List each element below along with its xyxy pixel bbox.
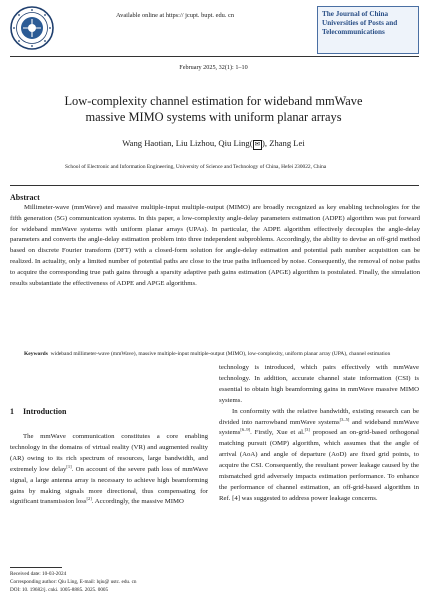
affiliation: School of Electronic and Information Engineering, University of Science and Technology of China, Hefei 230022, China: [65, 164, 327, 170]
article-title: [20, 93, 407, 125]
footnote-divider: [10, 567, 62, 568]
authors-suffix: ), Zhang Lei: [262, 138, 305, 148]
doi: DOI: 10. 19682/j. cnki. 1005-8885. 2025. 0005: [10, 587, 109, 593]
abstract-heading: Abstract: [10, 193, 40, 202]
footnotes: [10, 570, 137, 594]
intro-column-left: [10, 432, 208, 508]
abstract-body: Millimeter-wave (mmWave) and massive multiple-input multiple-output (MIMO) are broadly recognized as key enabling technologies for the fifth generation (5G) communication systems. In this paper, a low-complexity angle-delay parameters estimation (ADPE) algorithm was put forward for wideband mmWave systems with uniform planar arrays (UPAs). In particular, the ADPE algorithm effectively decouples the angle-delay parameters and converts the angle-delay estimation problem into three independent subproblems. Accordingly, the ability to devise an off-grid method based on discrete Fourier transform (DFT) with a closed-form solution for angle-delay estimation and potential path number acquisition can be realized. In actuality, only a limited number of potential paths are close to the true paths influenced by noise. Consequently, the removal of noise paths to acquire the corresponding true path gains through a sparsity adaptive path gains estimation (APGE) algorithm is postulated. Finally, the simulation results substantiate the effectiveness of ADPE and APGE algorithms.: [10, 204, 420, 287]
citation-ref: [2]: [86, 496, 92, 502]
received-date: Received date: 10-03-2024: [10, 571, 67, 577]
intro-paragraph-2: [219, 407, 419, 505]
keywords-text: wideband millimeter-wave (mmWave), massive multiple-input multiple-output (MIMO), low-complexity, uniform planar array (UPA), channel estimation: [50, 351, 391, 357]
title-line-1: Low-complexity channel estimation for wideband mmWave: [64, 94, 363, 108]
citation-ref: [6–9]: [240, 427, 251, 433]
intro-text-2d: proposed an on-grid-based orthogonal matching pursuit (OMP) algorithm, which assumes that the angle of arrival (AoA) and angle of departure (AoD) are fixed grid points, to acquire the CSI. Consequently, the resultant power leakage caused by the mismatched grid adversely impacts estimation performance. To enhance the performance of channel estimation, an off-grid-based algorithm in Ref. [4] was suggested to address power leakage concerns.: [219, 429, 419, 502]
title-line-2: massive MIMO systems with uniform planar arrays: [85, 110, 342, 124]
corresponding-author: Corresponding author: Qiu Ling, E-mail: lqiu@ ustc. edu. cn: [10, 579, 137, 585]
section-title: Introduction: [23, 407, 67, 416]
journal-seal-logo: [10, 6, 54, 50]
intro-text-1b: . On account of the severe path loss of mmWave signal, a large antenna array is necessary to achieve high beamforming gains by making signals more directional, thus compensating for significant transmission loss: [10, 465, 208, 506]
section-heading-introduction: [10, 407, 66, 416]
journal-name-box: [317, 6, 419, 54]
journal-name-line-1: The Journal of China: [322, 10, 389, 18]
keywords: [10, 350, 420, 359]
header-divider: [10, 56, 419, 57]
section-number: 1: [10, 407, 14, 416]
intro-paragraph-continued: technology is introduced, which pairs effectively with mmWave technology. In addition, accurate channel state information (CSI) is essential to obtain high beamforming gains in mmWave massive MIMO systems.: [219, 364, 419, 404]
citation-ref: [1]: [66, 463, 72, 469]
author-list: [0, 138, 427, 150]
intro-text-1c: . Accordingly, the massive MIMO: [91, 498, 184, 506]
keywords-label: Keywords: [24, 351, 48, 357]
title-divider: [10, 185, 419, 186]
envelope-icon: ✉: [254, 141, 261, 148]
intro-text-1a: The mmWave communication constitutes a core enabling technology in the domains of virtual reality (VR) and augmented reality (AR) owing to its rich spectrum of resources, large bandwidth, and extremely low delay: [10, 433, 208, 473]
available-online-line: Available online at https:// jcupt. bupt. edu. cn: [116, 12, 235, 19]
issue-info: February 2025, 32(1): 1–10: [179, 64, 248, 71]
authors-prefix: Wang Haotian, Liu Lizhou, Qiu Ling(: [122, 138, 253, 148]
intro-text-2c: . Firstly, Xue et al.: [250, 429, 305, 437]
intro-text-2a: In conformity with the relative bandwidth, existing research can be divided into narrowband mmWave systems: [219, 407, 419, 426]
citation-ref: [3]: [304, 427, 310, 433]
citation-ref: [3–5]: [339, 416, 350, 422]
journal-name-line-3: Telecommunications: [322, 28, 385, 36]
journal-name-line-2: Universities of Posts and: [322, 19, 398, 27]
intro-text-2b: and wideband mmWave systems: [219, 418, 420, 437]
intro-column-right: [219, 363, 419, 505]
